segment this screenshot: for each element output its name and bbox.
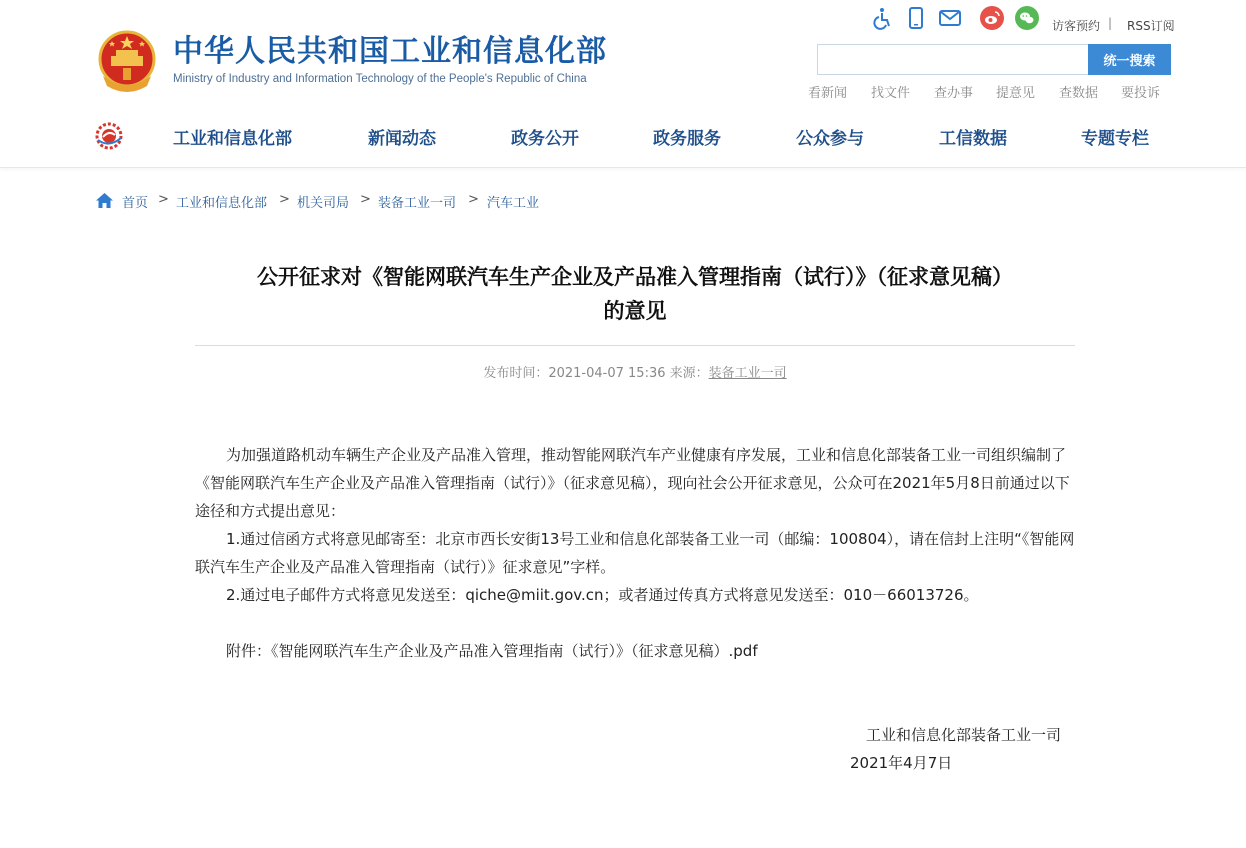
nav-item-gov-services[interactable]: 政务服务 [653, 129, 721, 149]
quick-link-data[interactable]: 查数据 [1059, 86, 1099, 101]
signature-org: 工业和信息化部装备工业一司 [866, 726, 1062, 744]
nav-item-miit[interactable]: 工业和信息化部 [173, 129, 292, 149]
wechat-icon[interactable] [1015, 6, 1039, 30]
breadcrumb-home[interactable]: 首页 [122, 196, 149, 211]
site-title[interactable]: 中华人民共和国工业和信息化部 [173, 34, 607, 69]
mobile-icon[interactable] [904, 6, 928, 30]
mail-icon[interactable] [938, 6, 962, 30]
quick-link-documents[interactable]: 找文件 [871, 86, 911, 101]
title-divider [195, 345, 1075, 346]
home-icon[interactable] [96, 193, 113, 208]
miit-logo-icon[interactable] [94, 122, 124, 150]
article-paragraph: 2.通过电子邮件方式将意见发送至：qiche@miit.gov.cn；或者通过传真方式将意见发送至：010－66013726。 [226, 586, 979, 604]
nav-item-public[interactable]: 公众参与 [796, 129, 864, 149]
breadcrumb-separator: > [279, 192, 290, 207]
source-link[interactable]: 装备工业一司 [708, 366, 787, 381]
breadcrumb-separator: > [158, 192, 169, 207]
article-meta [195, 362, 1075, 381]
site-header [0, 0, 1246, 168]
tool-separator: | [1108, 16, 1113, 30]
quick-link-complaint[interactable]: 要投诉 [1121, 86, 1161, 101]
nav-item-data[interactable]: 工信数据 [939, 129, 1007, 149]
article-title-line2: 的意见 [603, 299, 667, 323]
nav-item-topics[interactable]: 专题专栏 [1081, 129, 1149, 149]
visitor-appointment-link[interactable]: 访客预约 [1052, 19, 1101, 33]
breadcrumb-separator: > [360, 192, 371, 207]
nav-item-gov-affairs[interactable]: 政务公开 [511, 129, 579, 149]
article-title-line1: 公开征求对《智能网联汽车生产企业及产品准入管理指南（试行）》（征求意见稿） [257, 265, 1013, 289]
nav-item-news[interactable]: 新闻动态 [368, 129, 436, 149]
publish-info: 发布时间：2021-04-07 15:36 来源： [483, 366, 709, 381]
breadcrumb-equipment-dept[interactable]: 装备工业一司 [378, 196, 457, 211]
breadcrumb-auto-industry[interactable]: 汽车工业 [487, 196, 540, 211]
national-emblem-icon[interactable] [97, 28, 158, 94]
quick-link-services[interactable]: 查办事 [934, 86, 974, 101]
search-input[interactable] [817, 44, 1088, 75]
site-subtitle: Ministry of Industry and Information Technology of the People's Republic of China [173, 73, 587, 85]
search-button[interactable]: 统一搜索 [1088, 44, 1171, 75]
article-paragraph: 1.通过信函方式将意见邮寄至：北京市西长安街13号工业和信息化部装备工业一司（邮编：100804），请在信封上注明“《智能网联汽车生产企业及产品准入管理指南（试行）》征求意见”字样。 [195, 530, 1075, 576]
weibo-icon[interactable] [980, 6, 1004, 30]
quick-link-news[interactable]: 看新闻 [808, 86, 848, 101]
signature-date: 2021年4月7日 [850, 754, 953, 772]
article-title [195, 260, 1075, 328]
accessibility-icon[interactable] [870, 6, 894, 30]
main-nav [0, 118, 1246, 154]
breadcrumb-bureaus[interactable]: 机关司局 [297, 196, 350, 211]
article-paragraph: 为加强道路机动车辆生产企业及产品准入管理，推动智能网联汽车产业健康有序发展，工业和信息化部装备工业一司组织编制了《智能网联汽车生产企业及产品准入管理指南（试行）》（征求意见稿），现向社会公开征求意见，公众可在2021年5月8日前通过以下途径和方式提出意见： [195, 446, 1070, 520]
breadcrumb-miit[interactable]: 工业和信息化部 [176, 196, 268, 211]
rss-link[interactable]: RSS订阅 [1127, 19, 1175, 33]
quick-link-feedback[interactable]: 提意见 [996, 86, 1036, 101]
breadcrumb-separator: > [468, 192, 479, 207]
attachment-link[interactable]: 附件：《智能网联汽车生产企业及产品准入管理指南（试行）》（征求意见稿）.pdf [226, 642, 758, 660]
